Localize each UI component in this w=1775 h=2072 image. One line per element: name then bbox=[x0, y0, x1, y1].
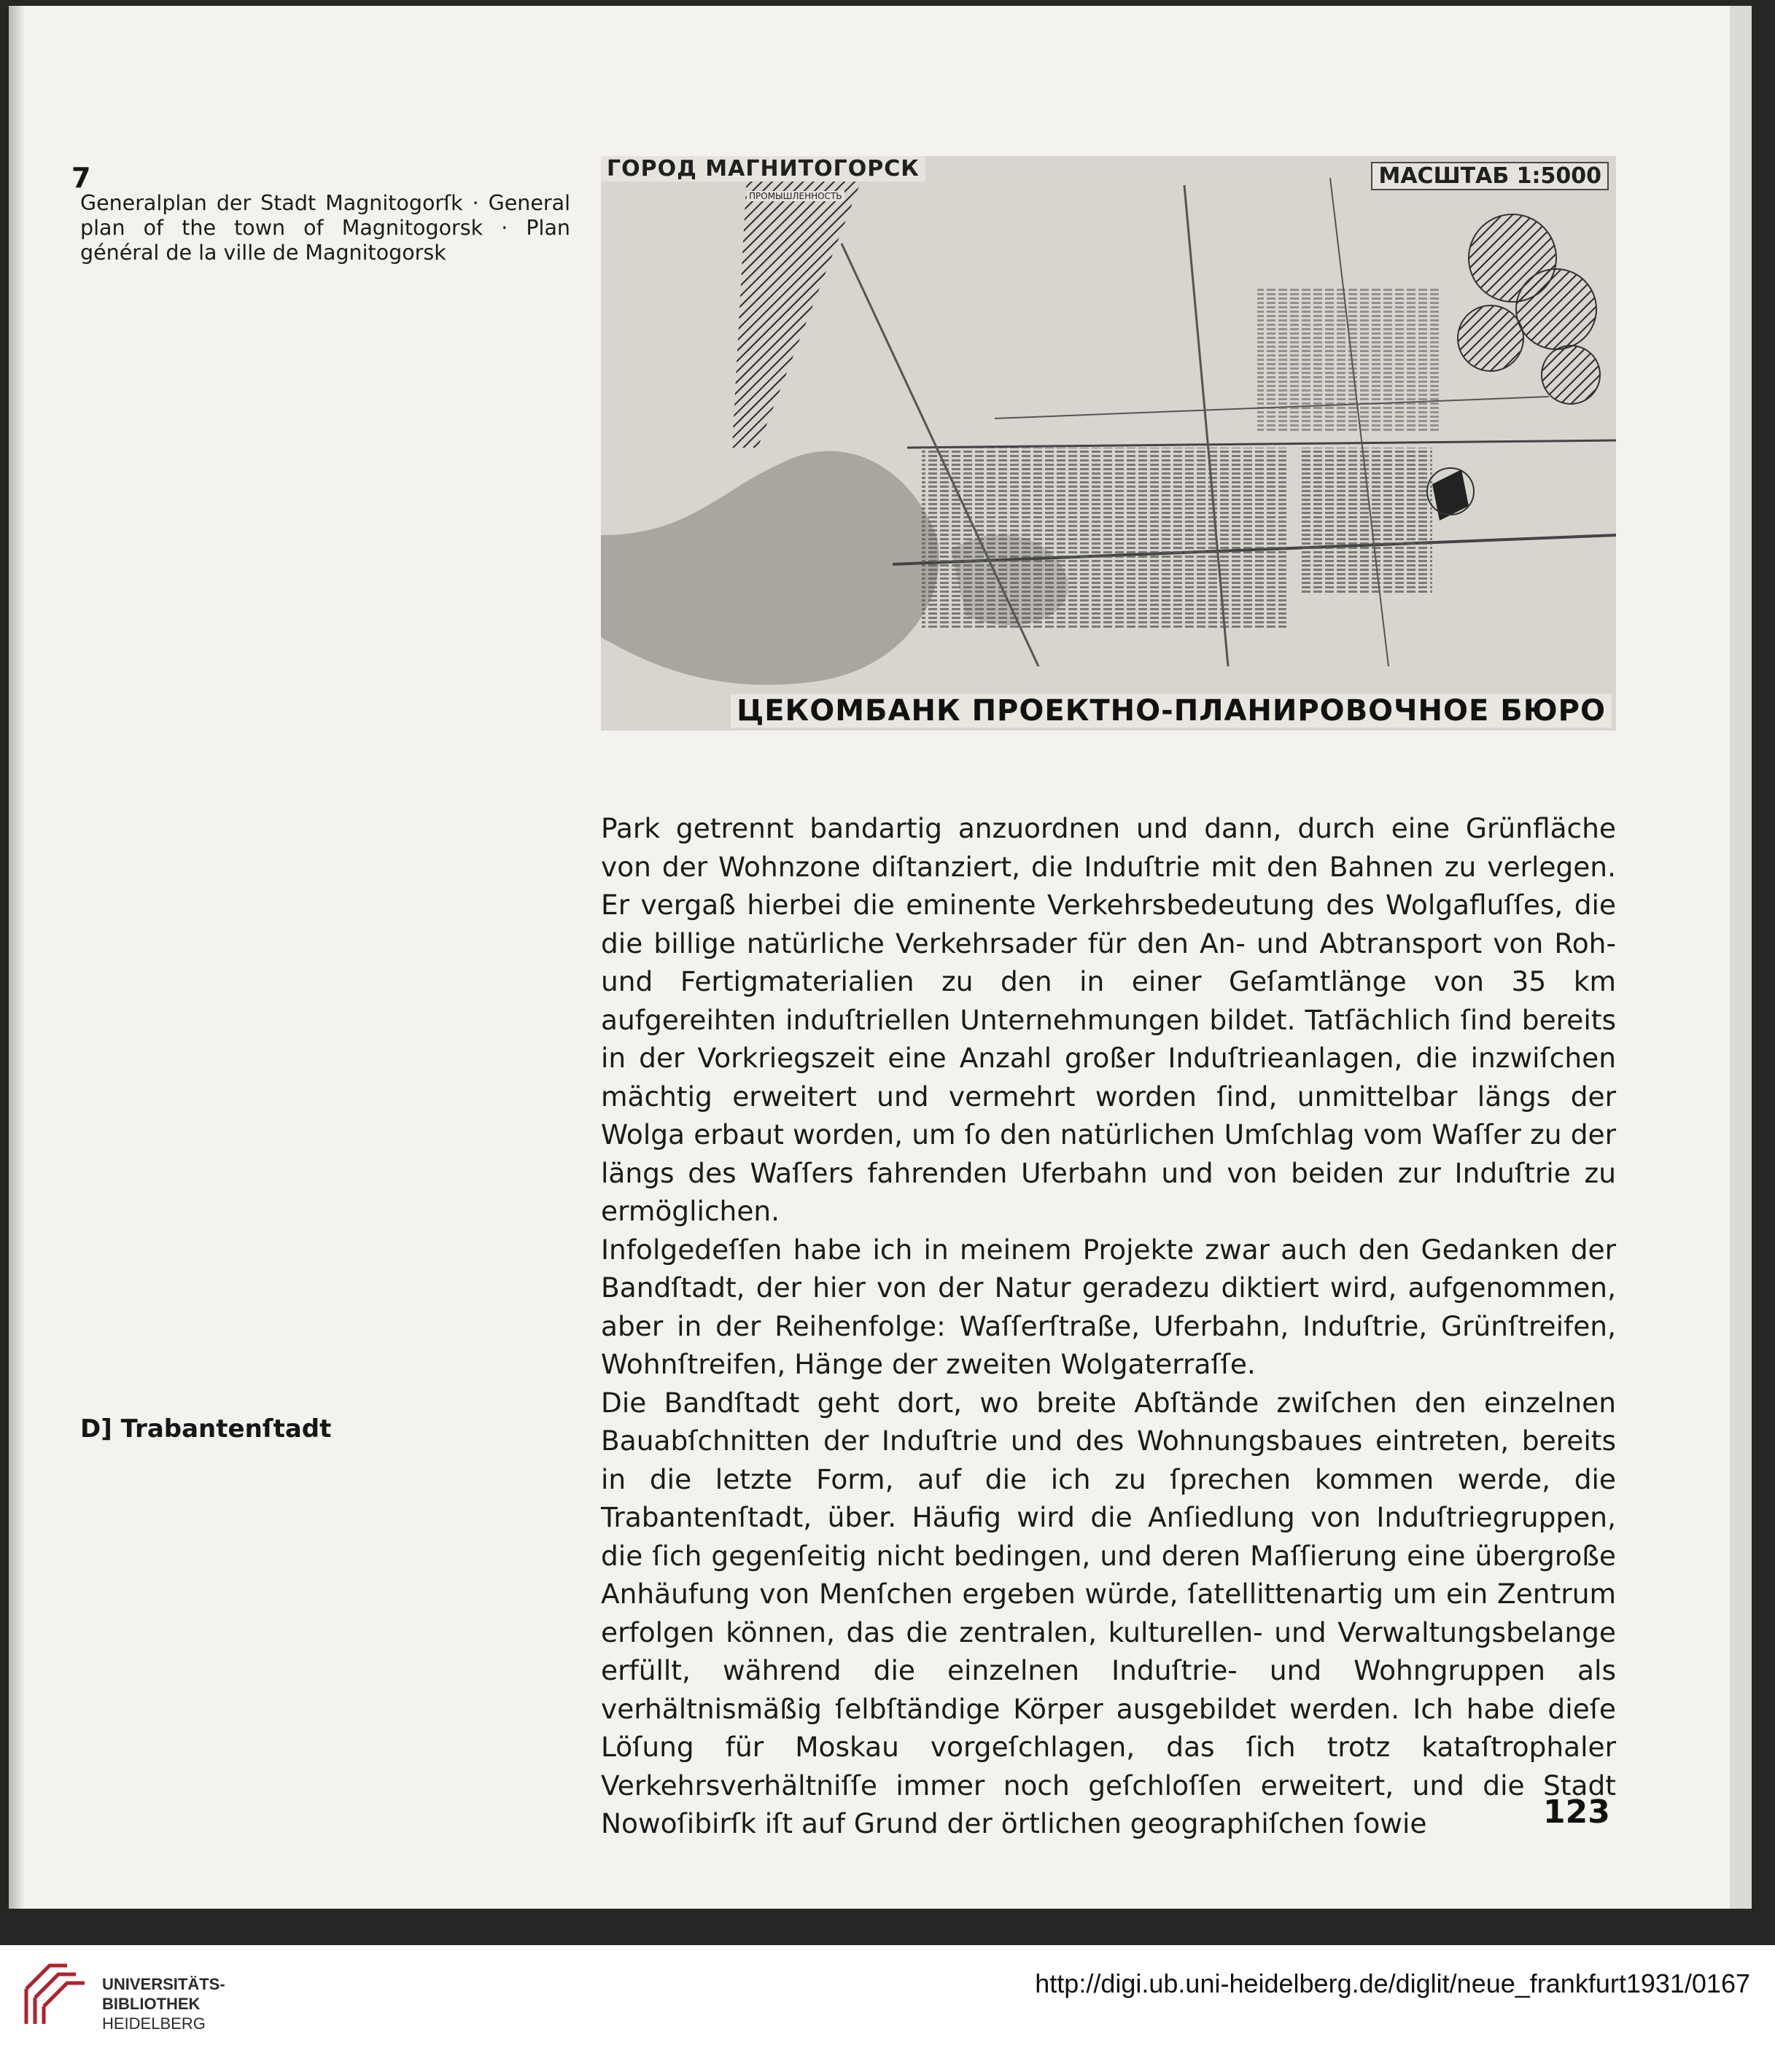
page-edge bbox=[1730, 6, 1752, 1909]
page-number: 123 bbox=[1543, 1793, 1610, 1831]
residential-blocks bbox=[922, 448, 1286, 630]
source-url[interactable]: http://digi.ub.uni-heidelberg.de/diglit/neue_frankfurt1931/0167 bbox=[1035, 1968, 1750, 1998]
library-line: BIBLIOTHEK bbox=[102, 1995, 201, 2013]
paragraph: Park getrennt bandartig anzuordnen und dann, durch eine Grünfläche von der Wohnzone diſtanziert, die Induſtrie mit den Bahnen zu verlegen. Er vergaß hierbei die eminente Verkehrsbedeutung des Wolgafluſſes, die die billige natürliche Verkehrsader für den An- und Abtransport von Roh- und Fertigmaterialien zu den in einer Geſamtlänge von 35 km aufgereihten induſtriellen Unternehmungen bildet. Tatſächlich ſind bereits in der Vorkriegszeit eine Anzahl großer Induſtrieanlagen, die inzwiſchen mächtig erweitert und vermehrt worden ſind, unmittelbar längs der Wolga erbaut worden, um ſo den natürlichen Umſchlag vom Waſſer zu der längs des Waſſers fahrenden Uferbahn und von beiden zur Induſtrie zu ermöglichen. bbox=[601, 812, 1616, 1227]
map-bureau-label: ЦЕКОМБАНК ПРОЕКТНО-ПЛАНИРОВОЧНОЕ БЮРО bbox=[731, 694, 1612, 728]
map-scale-label: МАСШТАБ 1:5000 bbox=[1371, 162, 1609, 190]
library-line: HEIDELBERG bbox=[102, 2014, 206, 2033]
residential-blocks bbox=[1257, 287, 1440, 433]
residential-blocks bbox=[1301, 448, 1432, 593]
map-city-label: ГОРОД МАГНИТОГОРСК bbox=[601, 156, 925, 182]
gutter-shadow bbox=[9, 6, 25, 1909]
paragraph: Infolgedeſſen habe ich in meinem Projekte zwar auch den Gedanken der Bandſtadt, der hier von der Natur geradezu diktiert wird, aufgenommen, aber in der Reihenfolge: Waſſerſtraße, Uferbahn, Induſtrie, Grünſtreifen, Wohnſtreifen, Hänge der zweiten Wolgaterraſſe. bbox=[601, 1233, 1616, 1380]
map-stamp-label: ПРОМЫШЛЕННОСТЬ bbox=[747, 191, 844, 201]
figure-number: 7 bbox=[71, 162, 91, 194]
paragraph: Die Bandſtadt geht dort, wo breite Abſtände zwiſchen den einzelnen Bauabſchnitten der Induſtrie und des Wohnungsbaues eintreten, bereits in die letzte Form, auf die ich zu ſprechen kommen werde, die Trabantenſtadt, über. Häufig wird die Anſiedlung von Induſtriegruppen, die ſich gegenſeitig nicht bedingen, und deren Maſſierung eine übergroße Anhäufung von Menſchen ergeben würde, ſatellittenartig um ein Zentrum erfolgen können, das die zentralen, kulturellen- und Verwaltungsbelange erfüllt, während die einzelnen Induſtrie- und Wohngruppen als verhältnismäßig ſelbſtändige Körper ausgebildet werden. Ich habe dieſe Löſung für Moskau vorgeſchlagen, das ſich trotz kataſtrophaler Verkehrsverhältniſſe immer noch geſchloſſen erweitert, und die Stadt Nowoſibirſk iſt auf Grund der örtlichen geographiſchen ſowie bbox=[601, 1386, 1616, 1839]
figure-caption: Generalplan der Stadt Magnitogorſk · General plan of the town of Magnitogorsk · Plan général de la ville de Magnitogorsk bbox=[80, 191, 570, 265]
university-library-logo bbox=[20, 1960, 90, 2030]
library-name bbox=[102, 1974, 225, 2033]
city-plan-drawing bbox=[601, 156, 1616, 731]
library-line: UNIVERSITÄTS- bbox=[102, 1975, 225, 1993]
body-text bbox=[601, 809, 1616, 1843]
magnitogorsk-general-plan bbox=[601, 156, 1616, 731]
section-heading: D] Trabantenſtadt bbox=[80, 1414, 332, 1444]
